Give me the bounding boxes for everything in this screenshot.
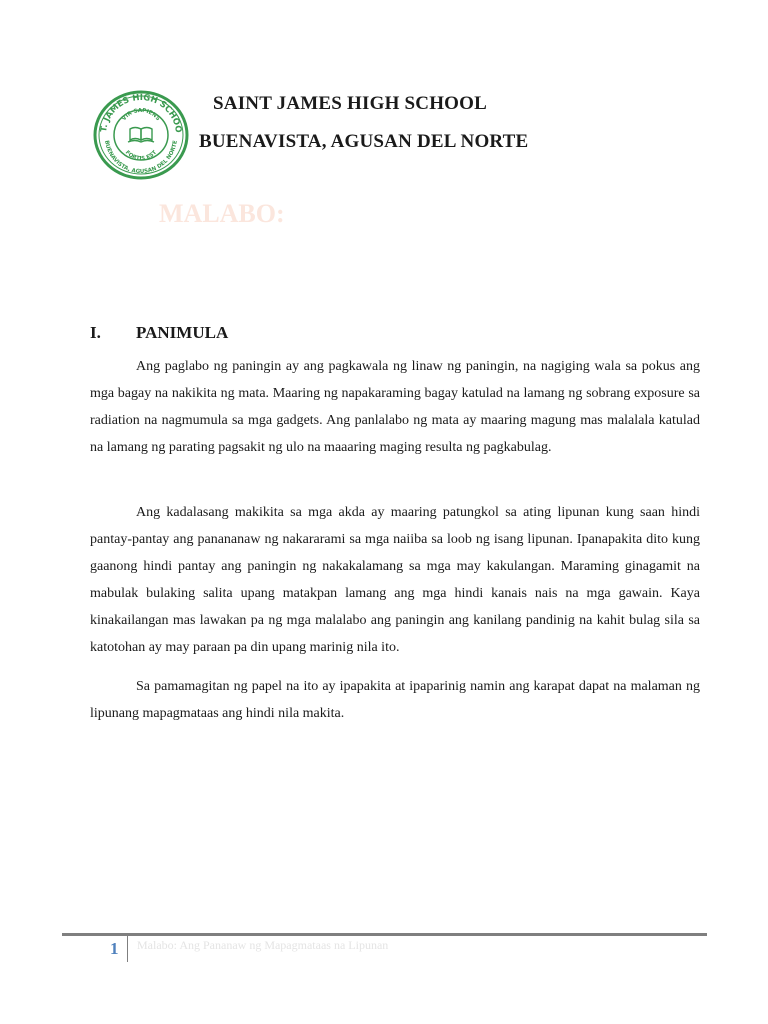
body-paragraph-1: Ang paglabo ng paningin ay ang pagkawala ng linaw ng paningin, na nagiging wala sa pokus ang mga bagay na nakikita ng mata. Maaring ng napakaraming bagay katulad na lamang ng sobrang exposure sa radiation na nagmumula sa mga gadgets. Ang panlalabo ng mata ay maaring magung mas malalala katulad na lamang ng parating pagsakit ng ulo na maaaring maging resulta ng pagkabulag. [90,359,700,455]
school-seal-logo [93,90,189,180]
school-seal-icon [93,90,189,180]
logo-motto-bottom: FORTIS EST [123,149,159,163]
footer-divider [127,936,128,962]
footer-rule [62,933,707,936]
logo-ring-text-bottom: BUENAVISTA, AGUSAN DEL NORTE [103,140,179,176]
section-heading [90,323,228,343]
body-paragraph-3: Sa pamamagitan ng papel na ito ay ipapakita at ipaparinig namin ang karapat dapat na malaman ng lipunang mapagmataas ang hindi nila makita. [90,679,700,721]
footer-text: Malabo: Ang Pananaw ng Mapagmataas na Lipunan [137,938,389,952]
watermark-title: MALABO: [159,199,285,228]
school-address: BUENAVISTA, AGUSAN DEL NORTE [199,131,529,152]
section-number: I. [90,323,101,342]
logo-ring-text-top: T. JAMES HIGH SCHOO [99,92,184,134]
section-title: PANIMULA [136,323,229,342]
logo-motto-top: VIR SAPIENS [121,107,161,123]
page-number: 1 [110,939,119,958]
body-paragraph-2: Ang kadalasang makikita sa mga akda ay maaring patungkol sa ating lipunan kung saan hindi pantay-pantay ang panananaw ng nakararami sa mga naiiba sa loob ng isang lipunan. Ipanapakita dito kung gaanong hindi pantay ang paningin ng nakakalamang sa mga may kakulangan. Maraming ginagamit na mabulak bulaking salita upang matakpan lamang ang mga hindi kanais nais na mga gawain. Kaya kinakailangan mas lawakan pa ng mga malalabo ang paningin ang kanilang pandinig na kahit bulag sila sa katotohan ay may paraan pa din upang marinig nila ito. [90,505,700,655]
school-name: SAINT JAMES HIGH SCHOOL [213,93,488,114]
